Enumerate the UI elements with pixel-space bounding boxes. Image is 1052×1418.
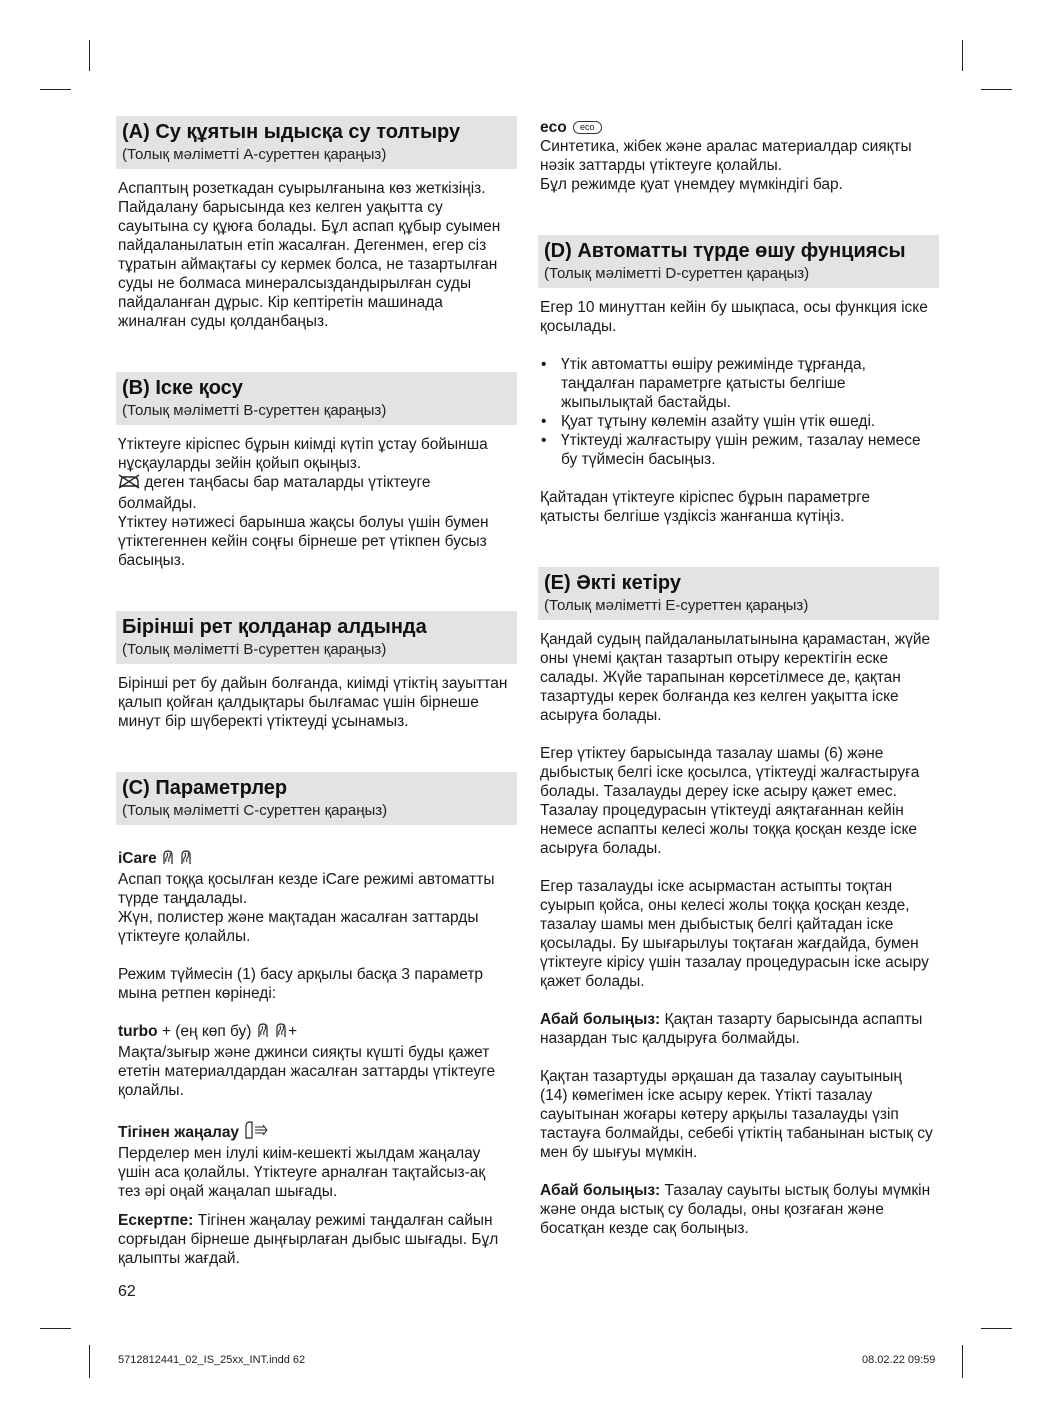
icare-heading [118, 849, 511, 870]
section-d-title: (D) Автоматты түрде өшу фунциясы [544, 240, 906, 262]
section-a-subtitle: (Толық мәліметті А-суреттен қараңыз) [122, 146, 387, 163]
turbo-label: turbo [118, 1023, 158, 1040]
warning-2-label: Абай болыңыз: [540, 1182, 661, 1199]
crop-mark [962, 40, 963, 71]
vertical-para: Перделер мен ілулі киім-кешекті жылдам жаңалау үшін аса қолайлы. Үтіктеуге арналған тақтайсыз-ақ тез әрі оңай жаңалап шығады. [118, 1145, 486, 1200]
warning-1-text: Қақтан тазарту барысында аспапты назардан тыс қалдыруға болмайды. [540, 1011, 923, 1047]
section-b-para-3: Үтіктеу нәтижесі барынша жақсы болуы үшін бумен үтіктегеннен кейін соңғы бірнеше рет үтікпен бусыз басыңыз. [118, 514, 489, 569]
section-e-header [538, 567, 939, 620]
crop-mark [981, 1328, 1012, 1329]
eco-para-2: Бұл режимде қуат үнемдеу мүмкіндігі бар. [540, 176, 843, 193]
list-item: • Үтік автоматты өшіру режимінде тұрғанда, таңдалған параметрге қатысты белгіше жыпылықтай бастайды. [541, 356, 866, 411]
icare-para-1: Аспап тоққа қосылған кезде iCare режимі автоматты түрде таңдалады. [118, 871, 495, 907]
turbo-plus: + [288, 1023, 298, 1040]
section-b-para-1: Үтіктеуге кіріспес бұрын киімді күтіп ұстау бойынша нұсқауларды зейін қойып оқыңыз. [118, 436, 488, 472]
section-d-header [538, 235, 939, 288]
warning-1 [540, 1010, 933, 1048]
note-label: Ескертпе: [118, 1212, 194, 1229]
warning-2 [540, 1181, 933, 1238]
crop-mark [89, 40, 90, 71]
mode-para: Режим түймесін (1) басу арқылы басқа 3 параметр мына ретпен көрінеді: [118, 966, 484, 1002]
section-first-use-header [116, 611, 517, 664]
eco-label: eco [540, 119, 567, 136]
crop-mark [89, 1345, 90, 1378]
section-e-para-1: Қандай судың пайдаланылатынына қарамастан, жүйе оны үнемі қақтан тазартып отыру керектігін еске салады. Жүйе тарапынан көрсетілмесе де, қақтан тазартуды керек болғанда кез келген уақытта іске асыруға болады. [540, 631, 931, 724]
warning-2-text: Тазалау сауыты ыстық болуы мүмкін және онда ыстық су болады, оны қозғаған және босатқан кезде сақ болыңыз. [540, 1182, 931, 1237]
eco-para-1: Синтетика, жібек және аралас материалдар сияқты нәзік заттарды үтіктеуге қолайлы. [540, 138, 912, 174]
steam-icon [179, 850, 193, 870]
section-c-header [116, 772, 517, 825]
section-a-header [116, 116, 517, 169]
section-first-use-body: Бірінші рет бу дайын болғанда, киімді үтіктің зауыттан қалып қойған қалдықтары былғамас үшін бірнеше минут бір шүберекті үтіктеуді ұсынамыз. [118, 675, 508, 730]
page-number: 62 [118, 1283, 136, 1300]
right-column [540, 118, 933, 1238]
eco-heading [540, 118, 933, 137]
section-e-subtitle: (Толық мәліметті Е-суреттен қараңыз) [544, 597, 809, 614]
section-a-title: (A) Су құятын ыдысқа су толтыру [122, 121, 461, 143]
eco-badge-icon: eco [573, 121, 602, 134]
crop-mark [40, 89, 71, 90]
section-b-para-2-text: деген таңбасы бар маталарды үтіктеуге болмайды. [118, 474, 431, 512]
crop-mark [981, 89, 1012, 90]
vertical-heading [118, 1121, 511, 1144]
steam-icon [274, 1023, 288, 1043]
vertical-steam-icon [243, 1121, 269, 1144]
section-first-use-subtitle: (Толық мәліметті В-суреттен қараңыз) [122, 641, 387, 658]
section-d-para-2: Қайтадан үтіктеуге кіріспес бұрын параметрге қатысты белгіше үздіксіз жанғанша күтіңіз. [540, 489, 871, 525]
turbo-suffix: + (ең көп бу) [157, 1023, 256, 1040]
list-item: • Қуат тұтыну көлемін азайту үшін үтік өшеді. [541, 413, 876, 430]
section-first-use-title: Бірінші рет қолданар алдында [122, 616, 427, 638]
turbo-para: Мақта/зығыр және джинси сияқты күшті буды қажет ететін материалдардан жасалған заттарды үтіктеуге қолайлы. [118, 1044, 496, 1099]
crop-mark [40, 1328, 71, 1329]
section-c-title: (C) Параметрлер [122, 777, 288, 799]
warning-1-label: Абай болыңыз: [540, 1011, 661, 1028]
footer-file: 5712812441_02_IS_25xx_INT.indd 62 [118, 1354, 306, 1366]
icare-label: iCare [118, 850, 157, 867]
section-d-subtitle: (Толық мәліметті D-суреттен қараңыз) [544, 265, 810, 282]
vertical-label: Тігінен жаңалау [118, 1124, 240, 1141]
section-b-title: (B) Іске қосу [122, 377, 243, 399]
section-d-para-1: Егер 10 минуттан кейін бу шықпаса, осы функция іске қосылады. [540, 299, 928, 335]
steam-icon [256, 1023, 270, 1043]
section-b-header [116, 372, 517, 425]
section-d-bullets [540, 355, 933, 469]
note-para [118, 1211, 511, 1268]
crop-mark [962, 1345, 963, 1378]
section-e-title: (E) Әкті кетіру [544, 572, 681, 594]
section-e-para-3: Егер тазалауды іске асырмастан астыпты тоқтан суырып қойса, оны келесі жолы тоққа қосқан кезде, тазалау шамы мен дыбыстық белгі қайтадан іске қосылады. Бу шығарылуы тоқтаған жағдайда, бумен үтіктеуге кірісу үшін тазалау процедурасын іске асыру қажет болады. [540, 878, 929, 990]
section-c-subtitle: (Толық мәліметті С-суреттен қараңыз) [122, 802, 388, 819]
do-not-iron-icon [118, 474, 140, 494]
footer-date: 08.02.22 09:59 [862, 1354, 936, 1366]
section-a-body: Аспаптың розеткадан суырылғанына көз жеткізіңіз. Пайдалану барысында кез келген уақытта су сауытына су құюға болады. Бұл аспап құбыр суымен пайдаланылатын етіп жасалған. Дегенмен, егер сіз тұратын аймақтағы су кермек болса, не тазартылған суды не болмаса минералсыздандырылған суды пайдаланған дұрыс. Кір кептіретін машинада жиналған суды қолданбаңыз. [118, 180, 501, 330]
icare-para-2: Жүн, полистер және мақтадан жасалған заттарды үтіктеуге қолайлы. [118, 909, 479, 945]
turbo-heading [118, 1022, 511, 1043]
section-b-subtitle: (Толық мәліметті В-суреттен қараңыз) [122, 402, 387, 419]
note-text: Тігінен жаңалау режимі таңдалған сайын сорғыдан бірнеше дыңғырлаған дыбыс шығады. Бұл қалыпты жағдай. [118, 1212, 499, 1267]
section-b-para-2 [118, 473, 511, 513]
left-column [118, 116, 511, 1268]
list-item: • Үтіктеуді жалғастыру үшін режим, тазалау немесе бу түймесін басыңыз. [541, 432, 921, 468]
section-e-para-2: Егер үтіктеу барысында тазалау шамы (6) және дыбыстық белгі іске қосылса, үтіктеуді жалғастыруға болады. Тазалауды дереу іске асыру қажет емес. Тазалау процедурасын үтіктеуді аяқтағаннан кейін немесе аспапты келесі жолы тоққа қосқан кезде іске асыруға болады. [540, 745, 920, 857]
section-e-para-4: Қақтан тазартуды әрқашан да тазалау сауытының (14) көмегімен іске асыру керек. Үтікті тазалау сауытынан жоғары көтеру арқылы тазалауды үзіп тастауға болмайды, себебі үтіктің табанынан ыстық су мен бу шығуы мүмкін. [540, 1068, 933, 1161]
steam-icon [161, 850, 175, 870]
